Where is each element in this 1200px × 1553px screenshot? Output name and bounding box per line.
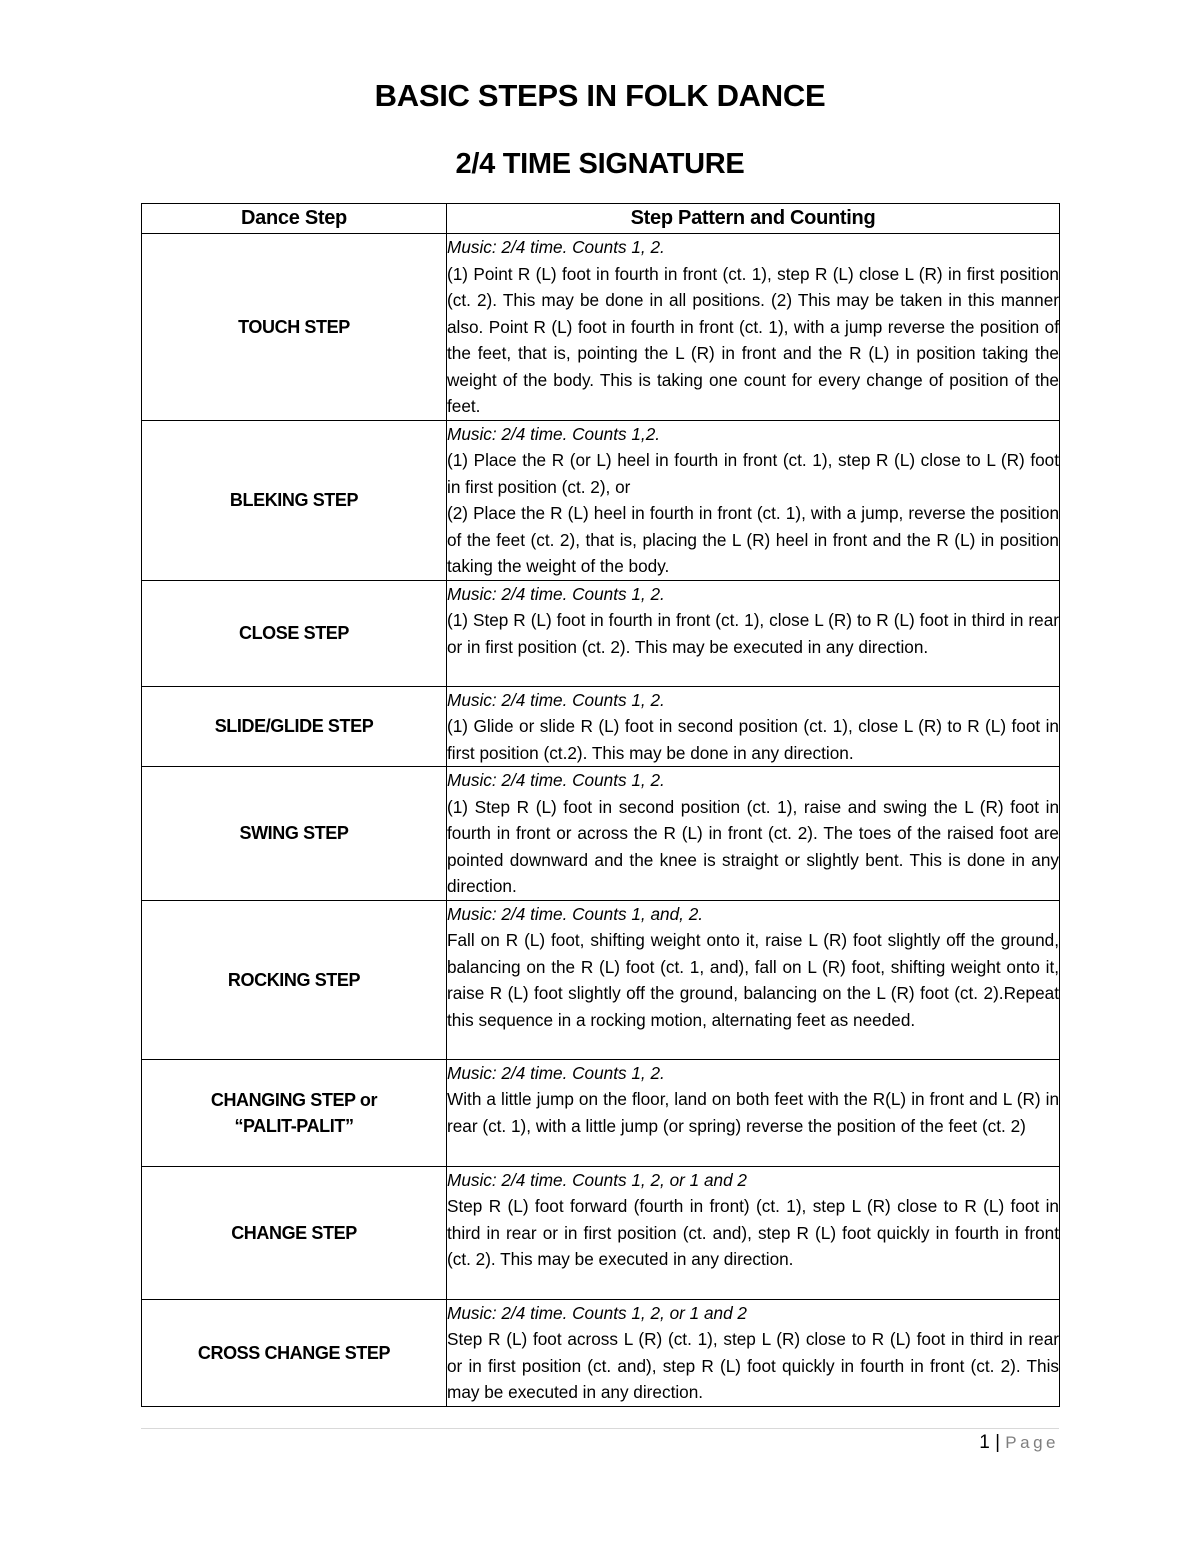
step-pattern: (1) Glide or slide R (L) foot in second position (ct. 1), close L (R) to R (L) foot in first position (ct.2). This may be done in any direction. — [447, 716, 1059, 763]
step-pattern: (1) Step R (L) foot in second position (ct. 1), raise and swing the L (R) foot in fourth in front or across the R (L) in front (ct. 2). The toes of the raised foot are pointed downward and the knee is straight or slightly bent. This is done in any direction. — [447, 796, 1059, 896]
page-word: Page — [1005, 1433, 1059, 1452]
table-row — [142, 767, 1060, 901]
table-row — [142, 234, 1060, 421]
table-row — [142, 1166, 1060, 1299]
step-name: SWING STEP — [142, 767, 447, 901]
table-row — [142, 580, 1060, 686]
step-pattern: Step R (L) foot forward (fourth in front) (ct. 1), step L (R) close to R (L) foot in third in rear or in first position (ct. and), step R (L) foot quickly in fourth in front (ct. 2). This may be executed in any direction. — [447, 1196, 1059, 1269]
table-row — [142, 686, 1060, 767]
step-pattern: With a little jump on the floor, land on both feet with the R(L) in front and L (R) in rear (ct. 1), with a little jump (or spring) reverse the position of the feet (ct. 2) — [447, 1089, 1059, 1136]
dance-steps-table — [141, 203, 1060, 1407]
music-info: Music: 2/4 time. Counts 1, 2. — [447, 237, 665, 257]
table-row — [142, 1059, 1060, 1166]
step-description — [447, 686, 1060, 767]
step-name: CROSS CHANGE STEP — [142, 1299, 447, 1406]
step-pattern-alt: (2) Place the R (L) heel in fourth in front (ct. 1), with a jump, reverse the position of the feet (ct. 2), that is, placing the L (R) heel in front and the R (L) in position taking the weight of the body. — [447, 503, 1059, 576]
step-name: TOUCH STEP — [142, 234, 447, 421]
step-description — [447, 1299, 1060, 1406]
document-subtitle: 2/4 TIME SIGNATURE — [455, 148, 745, 180]
step-name — [142, 1059, 447, 1166]
step-name: BLEKING STEP — [142, 420, 447, 580]
page-footer — [979, 1432, 1059, 1454]
table-header-row — [142, 204, 1060, 234]
step-name: SLIDE/GLIDE STEP — [142, 686, 447, 767]
step-description — [447, 1166, 1060, 1299]
table-row — [142, 900, 1060, 1059]
step-name: CHANGE STEP — [142, 1166, 447, 1299]
music-info: Music: 2/4 time. Counts 1, and, 2. — [447, 903, 704, 924]
step-description — [447, 1059, 1060, 1166]
header-step-pattern: Step Pattern and Counting — [447, 204, 1060, 234]
step-description — [447, 767, 1060, 901]
table-row — [142, 420, 1060, 580]
music-info: Music: 2/4 time. Counts 1, 2. — [447, 583, 665, 604]
step-name: CLOSE STEP — [142, 580, 447, 686]
step-pattern: Fall on R (L) foot, shifting weight onto it, raise L (R) foot slightly off the ground, balancing on the R (L) foot (ct. 1, and), fall on L (R) foot, shifting weight onto it, raise R (L) foot slightly off the ground, balancing on the L (R) foot (ct. 2).Repeat this sequence in a rocking motion, alternating feet as needed. — [447, 930, 1059, 1030]
header-dance-step: Dance Step — [142, 204, 447, 234]
music-info: Music: 2/4 time. Counts 1, 2. — [447, 1062, 665, 1083]
step-description — [447, 234, 1060, 421]
step-name: ROCKING STEP — [142, 900, 447, 1059]
document-title: BASIC STEPS IN FOLK DANCE — [374, 78, 826, 113]
music-info: Music: 2/4 time. Counts 1, 2, or 1 and 2 — [447, 1302, 747, 1323]
step-pattern: Step R (L) foot across L (R) (ct. 1), step L (R) close to R (L) foot in third in rear or in first position (ct. and), step R (L) foot quickly in fourth in front (ct. 2). This may be executed in any direction. — [447, 1329, 1059, 1402]
music-info: Music: 2/4 time. Counts 1, 2. — [447, 770, 665, 790]
footer-divider — [141, 1428, 1059, 1429]
music-info: Music: 2/4 time. Counts 1,2. — [447, 423, 661, 444]
step-name-line2: “PALIT-PALIT” — [234, 1115, 354, 1136]
table-row — [142, 1299, 1060, 1406]
step-name-line1: CHANGING STEP or — [210, 1089, 378, 1110]
music-info: Music: 2/4 time. Counts 1, 2, or 1 and 2 — [447, 1169, 747, 1190]
step-description — [447, 900, 1060, 1059]
step-pattern: (1) Point R (L) foot in fourth in front (ct. 1), step R (L) close L (R) in first position (ct. 2). This may be done in all positions. (2) This may be taken in this manner also. Point R (L) foot in fourth in front (ct. 1), with a jump reverse the position of the feet, that is, pointing the L (R) in front and the R (L) in position taking the weight of the body. This is taking one count for every change of position of the feet. — [447, 263, 1059, 416]
step-description — [447, 420, 1060, 580]
step-pattern: (1) Step R (L) foot in fourth in front (ct. 1), close L (R) to R (L) foot in third in rear or in first position (ct. 2). This may be executed in any direction. — [447, 610, 1059, 657]
step-pattern: (1) Place the R (or L) heel in fourth in front (ct. 1), step R (L) close to L (R) foot in first position (ct. 2), or — [447, 450, 1059, 497]
step-description — [447, 580, 1060, 686]
footer-separator: | — [995, 1432, 1001, 1453]
page-number: 1 — [979, 1432, 990, 1453]
music-info: Music: 2/4 time. Counts 1, 2. — [447, 689, 665, 710]
